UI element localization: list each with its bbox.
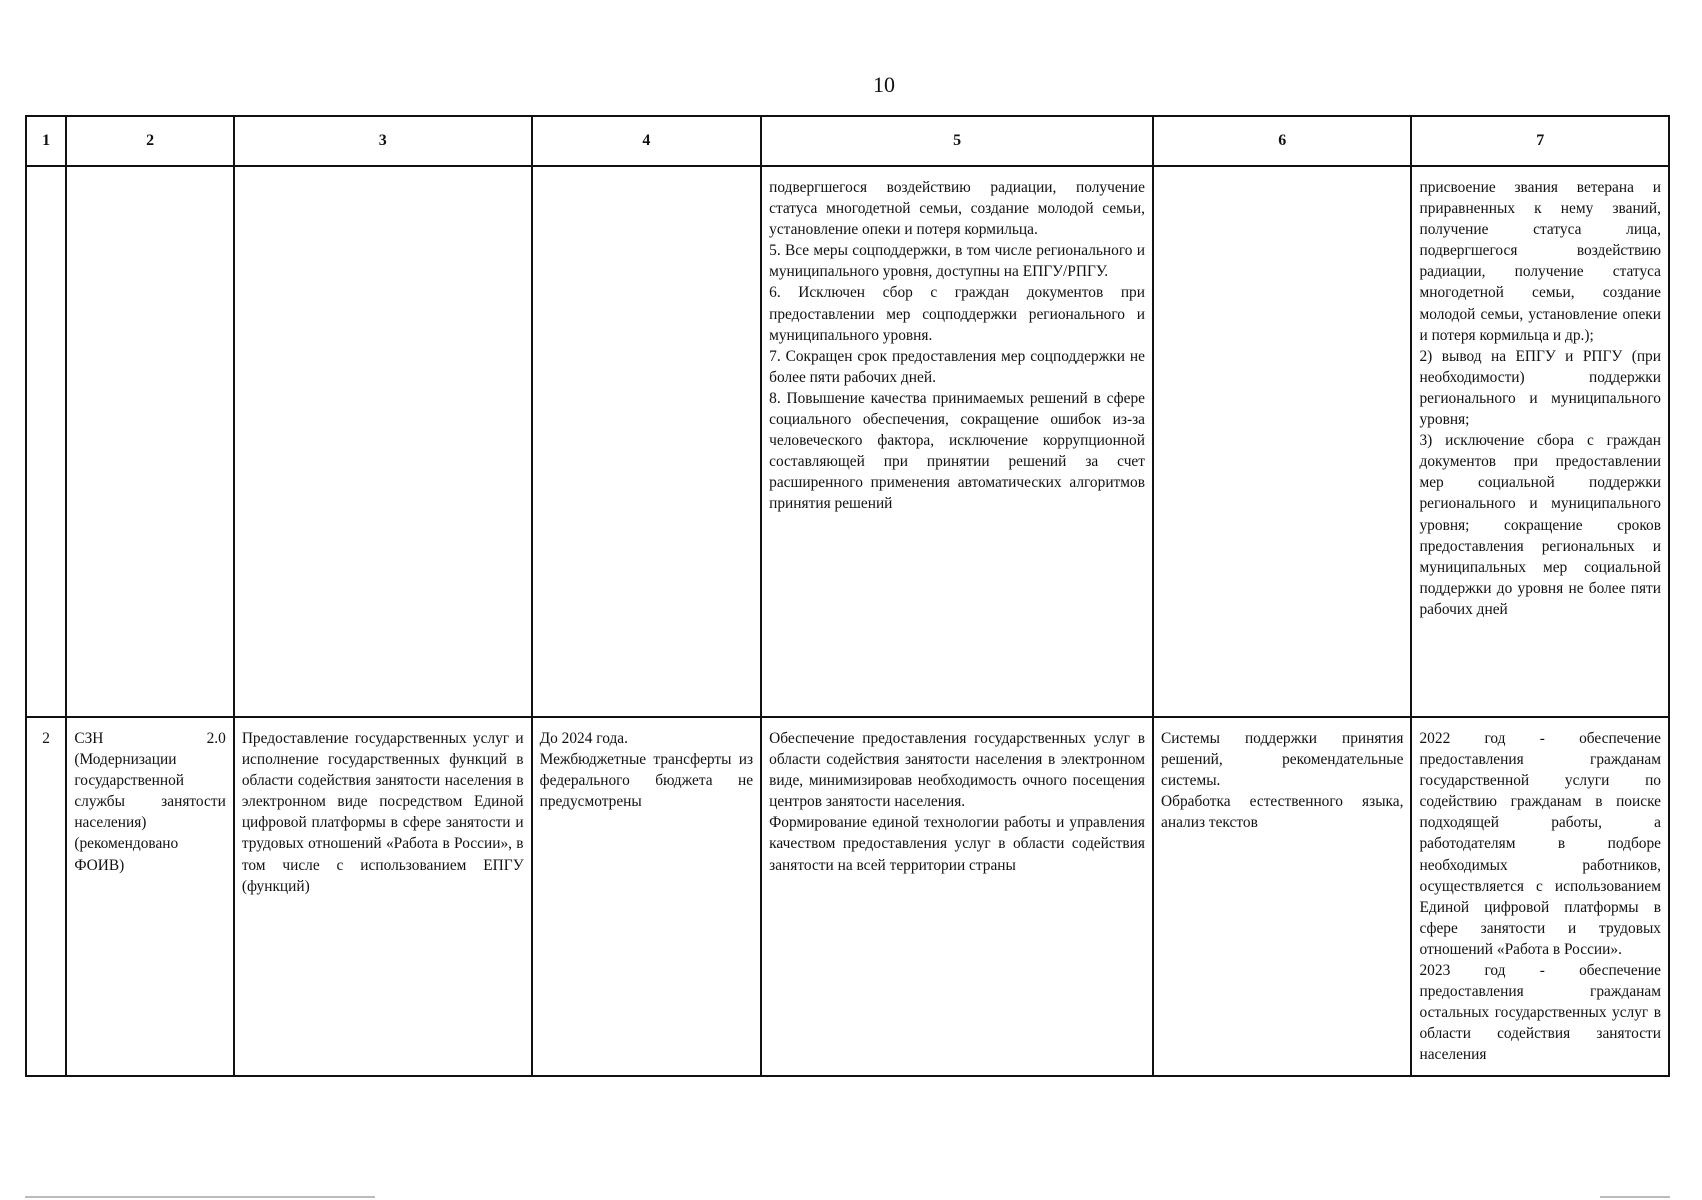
cell-paragraph: подвергшегося воздействию радиации, получение статуса многодетной семьи, создание молодой семьи, установление опеки и потеря кормильца.	[769, 179, 1145, 239]
column-header: 1	[26, 116, 66, 166]
scan-edge-line	[25, 1196, 375, 1198]
column-header: 7	[1411, 116, 1669, 166]
cell-paragraph: До 2024 года.	[539, 730, 628, 747]
milestones-cell	[1411, 166, 1669, 717]
page-number: 10	[873, 72, 895, 97]
measures-table	[25, 115, 1670, 1077]
cell-paragraph: СЗН 2.0 (Модернизации государственной службы занятости населения) (рекомендовано ФОИВ)	[74, 730, 226, 874]
table-row	[26, 717, 1669, 1076]
project-name-cell	[66, 166, 234, 717]
cell-paragraph: 8. Повышение качества принимаемых решений в сфере социального обеспечения, сокращение ошибок из-за человеческого фактора, исключение коррупционной составляющей при принятии решений за счет расширенного применения автоматических алгоритмов принятия решений	[769, 389, 1145, 513]
scan-edge-line	[1600, 1196, 1670, 1198]
cell-paragraph: 5. Все меры соцподдержки, в том числе регионального и муниципального уровня, доступны на ЕПГУ/РПГУ.	[769, 242, 1145, 281]
header-row	[26, 116, 1669, 166]
cell-paragraph: 2022 год - обеспечение предоставления гражданам государственной услуги по содействию гражданам в поиске подходящей работы, а работодателям в подборе необходимых работников, осуществляется с использованием Единой цифровой платформы в сфере занятости и трудовых отношений «Работа в России».	[1419, 730, 1661, 958]
column-header: 4	[532, 116, 762, 166]
column-header: 6	[1153, 116, 1411, 166]
cell-paragraph: 6. Исключен сбор с граждан документов при предоставлении мер соцподдержки регионального и муниципального уровня.	[769, 284, 1145, 344]
column-header: 3	[234, 116, 532, 166]
cell-paragraph: Обработка естественного языка, анализ текстов	[1161, 793, 1404, 832]
technologies-cell	[1153, 166, 1411, 717]
milestones-cell	[1411, 717, 1669, 1076]
funding-cell	[532, 717, 762, 1076]
expected-results-cell	[761, 717, 1153, 1076]
expected-results-cell	[761, 166, 1153, 717]
row-number	[26, 166, 66, 717]
column-header: 2	[66, 116, 234, 166]
cell-paragraph: Межбюджетные трансферты из федерального бюджета не предусмотрены	[539, 751, 754, 811]
project-name-cell	[66, 717, 234, 1076]
table-row	[26, 166, 1669, 717]
service-description-cell	[234, 717, 532, 1076]
cell-paragraph: Предоставление государственных услуг и исполнение государственных функций в области содействия занятости населения в электронном виде посредством Единой цифровой платформы в сфере занятости и трудовых отношений «Работа в России», в том числе с использованием ЕПГУ (функций)	[241, 730, 524, 895]
technologies-cell	[1153, 717, 1411, 1076]
cell-paragraph: 7. Сокращен срок предоставления мер соцподдержки не более пяти рабочих дней.	[769, 347, 1145, 386]
service-description-cell	[234, 166, 532, 717]
cell-paragraph: Формирование единой технологии работы и управления качеством предоставления услуг в области содействия занятости на всей территории страны	[769, 814, 1145, 874]
funding-cell	[532, 166, 762, 717]
column-header: 5	[761, 116, 1153, 166]
cell-paragraph: Системы поддержки принятия решений, рекомендательные системы.	[1161, 730, 1404, 790]
cell-paragraph: 2023 год - обеспечение предоставления гражданам остальных государственных услуг в области содействия занятости населения	[1419, 962, 1661, 1064]
cell-paragraph: 2) вывод на ЕПГУ и РПГУ (при необходимости) поддержки регионального и муниципального уровня;	[1419, 347, 1661, 429]
cell-paragraph: 3) исключение сбора с граждан документов при предоставлении мер социальной поддержки регионального и муниципального уровня; сокращение сроков предоставления региональных и муниципальных мер социальной поддержки до уровня не более пяти рабочих дней	[1419, 432, 1661, 618]
cell-paragraph: присвоение звания ветерана и приравненных к нему званий, получение статуса лица, подвергшегося воздействию радиации, получение статуса многодетной семьи, создание молодой семьи, установление опеки и потеря кормильца и др.);	[1419, 179, 1661, 344]
cell-paragraph: Обеспечение предоставления государственных услуг в области содействия занятости населения в электронном виде, минимизировав необходимость очного посещения центров занятости населения.	[769, 730, 1145, 811]
row-number: 2	[26, 717, 66, 1076]
